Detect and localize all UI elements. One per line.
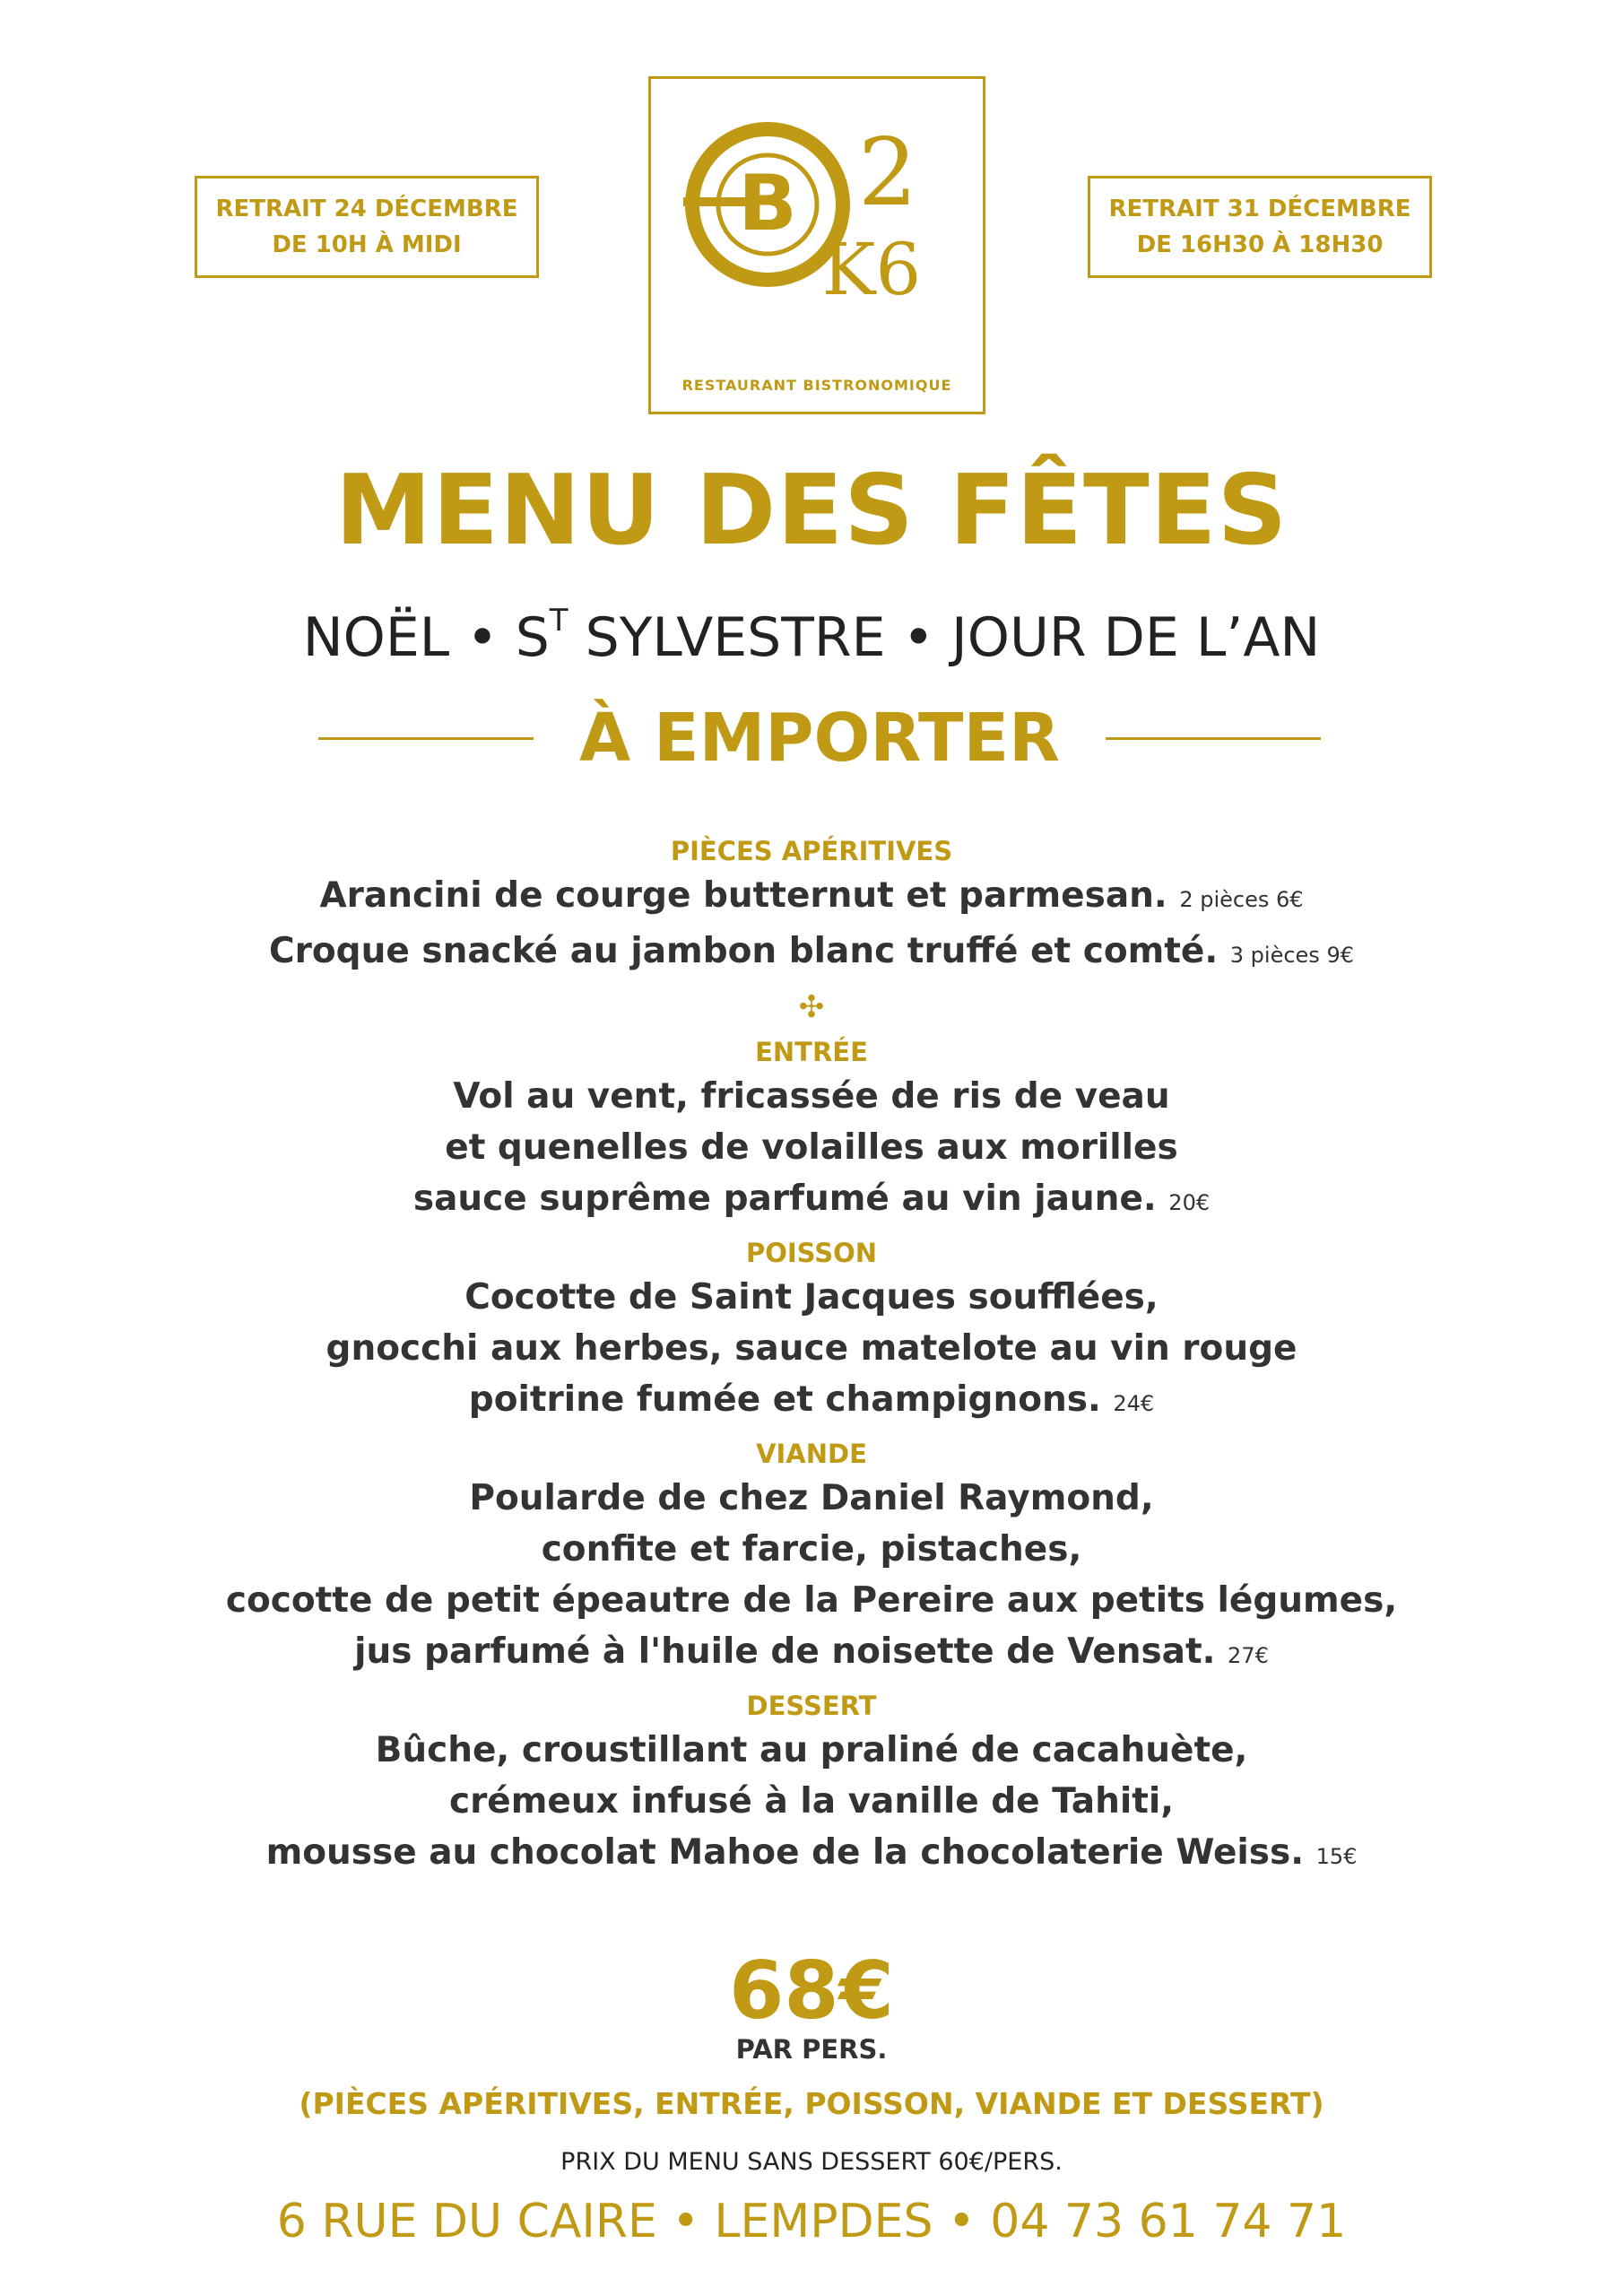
- logo-k6: K6: [821, 228, 922, 311]
- menu-line: Vol au vent, fricassée de ris de veau: [453, 1076, 1170, 1117]
- menu-line: confite et farcie, pistaches,: [541, 1529, 1082, 1570]
- menu-line: sauce suprême parfumé au vin jaune. 20€: [412, 1178, 1211, 1219]
- divider-left: [318, 737, 534, 740]
- menu-line: mousse au chocolat Mahoe de la chocolaterie Weiss. 15€: [265, 1832, 1358, 1873]
- menu-line: Cocotte de Saint Jacques soufflées,: [464, 1277, 1159, 1318]
- section-title-entree: ENTRÉE: [755, 1037, 868, 1067]
- section-title-viande: VIANDE: [756, 1439, 867, 1469]
- menu-item: Arancini de courge butternut et parmesan. 2 pièces 6€: [319, 875, 1304, 916]
- pickup-box-december-31: [1088, 176, 1432, 278]
- logo-tagline: RESTAURANT BISTRONOMIQUE: [681, 377, 952, 394]
- pickup-time-label: DE 16H30 À 18H30: [1136, 231, 1384, 258]
- item-price: 24€: [1113, 1391, 1155, 1416]
- restaurant-logo: [648, 76, 985, 414]
- menu-line: jus parfumé à l'huile de noisette de Vensat. 27€: [354, 1631, 1269, 1672]
- restaurant-address: 6 RUE DU CAIRE • LEMPDES • 04 73 61 74 71: [276, 2195, 1347, 2248]
- item-price: 3 pièces 9€: [1229, 943, 1354, 968]
- takeaway-label: À EMPORTER: [578, 700, 1061, 777]
- item-price: 20€: [1168, 1190, 1211, 1215]
- pickup-box-december-24: [195, 176, 539, 278]
- per-person-label: PAR PERS.: [735, 2034, 888, 2065]
- pickup-time-label: DE 10H À MIDI: [272, 231, 462, 258]
- no-dessert-price: PRIX DU MENU SANS DESSERT 60€/PERS.: [560, 2148, 1063, 2176]
- divider-right: [1106, 737, 1321, 740]
- item-price: 27€: [1228, 1643, 1269, 1668]
- ornament-icon: ✣: [798, 989, 825, 1025]
- menu-line: Poularde de chez Daniel Raymond,: [469, 1478, 1154, 1518]
- occasions-subtitle: NOËL • $S^T$ SYLVESTRE • JOUR DE L’AN: [302, 603, 1321, 669]
- pickup-date-label: RETRAIT 31 DÉCEMBRE: [1108, 196, 1411, 222]
- menu-line: crémeux infusé à la vanille de Tahiti,: [448, 1781, 1175, 1822]
- item-price: 15€: [1315, 1844, 1358, 1869]
- section-title-poisson: POISSON: [745, 1238, 878, 1268]
- takeaway-heading: [318, 698, 1321, 778]
- menu-item: Croque snacké au jambon blanc truffé et comté. 3 pièces 9€: [269, 931, 1354, 971]
- b2k6-logo-icon: [651, 79, 983, 366]
- menu-line: poitrine fumée et champignons. 24€: [468, 1379, 1155, 1420]
- section-title-dessert: DESSERT: [746, 1691, 877, 1721]
- item-price: 2 pièces 6€: [1179, 887, 1304, 912]
- section-title-aperitifs: PIÈCES APÉRITIVES: [670, 836, 953, 866]
- logo-letter-b: B: [738, 159, 797, 248]
- page-title: MENU DES FÊTES: [334, 455, 1289, 567]
- menu-line: et quenelles de volailles aux morilles: [445, 1127, 1178, 1168]
- menu-list: [0, 832, 1623, 1883]
- pickup-date-label: RETRAIT 24 DÉCEMBRE: [215, 196, 518, 222]
- logo-digit-2: 2: [857, 117, 918, 227]
- menu-line: gnocchi aux herbes, sauce matelote au vin rouge: [325, 1328, 1298, 1369]
- total-price: 68€: [729, 1944, 894, 2037]
- includes-note: (PIÈCES APÉRITIVES, ENTRÉE, POISSON, VIANDE ET DESSERT): [299, 2086, 1324, 2121]
- menu-line: Bûche, croustillant au praliné de cacahuète,: [375, 1730, 1248, 1770]
- menu-line: cocotte de petit épeautre de la Pereire aux petits légumes,: [225, 1580, 1398, 1621]
